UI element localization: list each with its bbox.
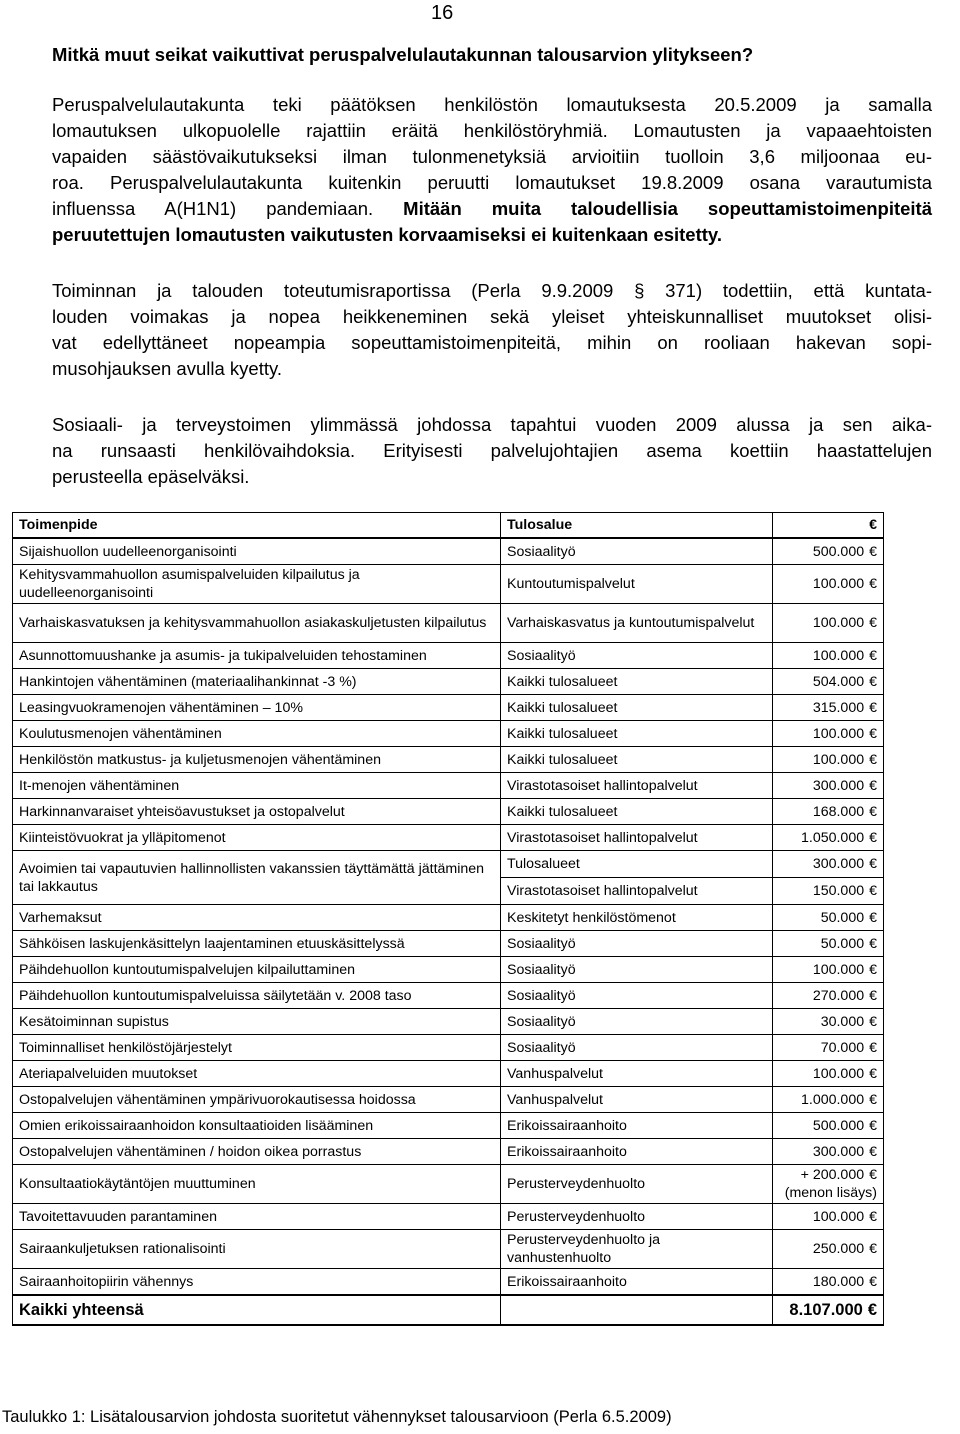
table-row [13,695,884,721]
paragraph-line: roa. Peruspalvelulautakunta kuitenkin peruutti lomautukset 19.8.2009 osana varautumista [52,172,932,193]
amount-value: 300.000 [812,1143,865,1160]
area-line: Virastotasoiset hallintopalvelut [501,877,772,904]
row-area: Perusterveydenhuolto [501,1204,773,1230]
row-action: Koulutusmenojen vähentäminen [13,721,501,747]
amount-value: 300.000 [812,856,865,872]
amount-value: 1.050.000 [800,829,865,846]
row-action: Tavoitettavuuden parantaminen [13,1204,501,1230]
table-row [13,565,884,604]
table-row [13,1230,884,1269]
row-area: Erikoissairaanhoito [501,1139,773,1165]
row-action: Ateriapalveluiden muutokset [13,1061,501,1087]
row-action: Ostopalvelujen vähentäminen ympärivuorokautisessa hoidossa [13,1087,501,1113]
row-amount [773,695,884,721]
row-amount [773,1204,884,1230]
amount-value: 100.000 [812,1208,865,1225]
amount-value: 315.000 [812,699,865,716]
euro-sign: € [869,647,877,664]
row-area: Sosiaalityö [501,1009,773,1035]
table-row [13,1113,884,1139]
euro-sign: € [869,1039,877,1056]
row-amount [773,957,884,983]
row-action: Sähköisen laskujenkäsittelyn laajentaminen etuuskäsittelyssä [13,931,501,957]
row-action: Toiminnalliset henkilöstöjärjestelyt [13,1035,501,1061]
euro-sign: € [869,1208,877,1225]
euro-sign: € [869,725,877,742]
row-action: Kesätoiminnan supistus [13,1009,501,1035]
row-area: Vanhuspalvelut [501,1061,773,1087]
euro-sign: € [869,961,877,978]
amount-value: 100.000 [812,725,865,742]
row-amount [773,1295,884,1325]
row-area: Kaikki tulosalueet [501,695,773,721]
euro-sign: € [869,1143,877,1160]
row-action: Sairaanhoitopiirin vähennys [13,1269,501,1296]
row-amount [773,799,884,825]
row-action: Asunnottomuushanke ja asumis- ja tukipalveluiden tehostaminen [13,643,501,669]
euro-sign: € [869,1273,877,1290]
row-action: Hankintojen vähentäminen (materiaalihankinnat -3 %) [13,669,501,695]
euro-sign: € [869,615,877,631]
paragraph-line [52,196,932,222]
table-row [13,931,884,957]
table-row [13,721,884,747]
row-action: Harkinnanvaraiset yhteisöavustukset ja ostopalvelut [13,799,501,825]
amount-value: 50.000 [820,935,865,952]
row-amount [773,565,884,604]
row-action: Kehitysvammahuollon asumispalveluiden kilpailutus ja uudelleenorganisointi [13,565,501,604]
table-row [13,957,884,983]
amount-value: 100.000 [812,647,865,664]
row-amount [773,538,884,565]
row-area [501,851,773,905]
table-row [13,1061,884,1087]
euro-sign: € [869,803,877,820]
amount-note: (menon lisäys) [784,1185,877,1201]
amount-value: 250.000 [812,1241,865,1257]
euro-sign: € [869,751,877,768]
paragraph-line: Peruspalvelulautakunta teki päätöksen henkilöstön lomautuksesta 20.5.2009 ja samalla [52,94,932,115]
paragraph-line: vat edellyttäneet nopeampia sopeuttamistoimenpiteitä, mihin on rooliaan hakevan sopi- [52,332,932,353]
row-amount [773,1035,884,1061]
total-empty [501,1295,773,1325]
row-amount [773,1087,884,1113]
row-area: Virastotasoiset hallintopalvelut [501,825,773,851]
amount-value: 8.107.000 [789,1301,863,1319]
euro-sign: € [869,987,877,1004]
table-row [13,1204,884,1230]
row-amount [773,1009,884,1035]
row-action: Sairaankuljetuksen rationalisointi [13,1230,501,1269]
row-action: Varhemaksut [13,905,501,931]
paragraph-line: Sosiaali- ja terveystoimen ylimmässä johdossa tapahtui vuoden 2009 alussa ja sen aika- [52,414,932,435]
row-action: Päihdehuollon kuntoutumispalvelujen kilpailuttaminen [13,957,501,983]
paragraph-text: influenssa A(H1N1) pandemiaan. [52,198,374,219]
euro-sign: € [869,909,877,926]
header-area: Tulosalue [501,513,773,539]
euro-sign: € [869,1117,877,1134]
section-heading: Mitkä muut seikat vaikuttivat peruspalvelulautakunnan talousarvion ylitykseen? [52,44,754,65]
row-action: Sijaishuollon uudelleenorganisointi [13,538,501,565]
paragraph-line: na runsaasti henkilövaihdoksia. Erityisesti palvelujohtajien asema koettiin haastattelujen [52,440,932,461]
table-row [13,643,884,669]
euro-sign: € [869,777,877,794]
table-row [13,825,884,851]
paragraph-line: Toiminnan ja talouden toteutumisraportissa (Perla 9.9.2009 § 371) todettiin, että kuntata- [52,280,932,301]
euro-sign: € [869,576,877,592]
amount-value: 30.000 [820,1013,865,1030]
euro-sign: € [869,935,877,952]
header-action: Toimenpide [13,513,501,539]
amount-value: 1.000.000 [800,1091,865,1108]
row-action: Omien erikoissairaanhoidon konsultaatioiden lisääminen [13,1113,501,1139]
euro-sign: € [869,543,877,560]
paragraph-line: louden voimakas ja nopea heikkeneminen sekä yleiset yhteiskunnalliset muutokset olisi- [52,306,932,327]
table-row [13,1035,884,1061]
total-label: Kaikki yhteensä [13,1295,501,1325]
row-area: Perusterveydenhuolto [501,1165,773,1204]
amount-value: 300.000 [812,777,865,794]
table-total-row [13,1295,884,1325]
amount-value: 150.000 [812,883,865,899]
row-amount [773,1139,884,1165]
row-action: Leasingvuokramenojen vähentäminen – 10% [13,695,501,721]
amount-value: 270.000 [812,987,865,1004]
euro-sign: € [869,1065,877,1082]
euro-sign: € [869,1241,877,1257]
paragraph-management [52,412,932,490]
row-area: Varhaiskasvatus ja kuntoutumispalvelut [501,604,773,643]
table-row [13,851,884,905]
euro-sign: € [869,856,877,872]
row-area: Erikoissairaanhoito [501,1113,773,1139]
amount-value: 100.000 [812,751,865,768]
paragraph-layoffs [52,92,932,248]
table-row [13,1087,884,1113]
table-row [13,773,884,799]
table-row [13,983,884,1009]
row-amount [773,851,884,905]
row-amount [773,1230,884,1269]
table-caption: Taulukko 1: Lisätalousarvion johdosta suoritetut vähennykset talousarvioon (Perla 6.5.2009) [2,1408,672,1426]
row-action: Henkilöstön matkustus- ja kuljetusmenojen vähentäminen [13,747,501,773]
amount-line [773,851,883,877]
table-row [13,747,884,773]
amount-value: + 200.000 [800,1167,865,1183]
amount-value: 504.000 [812,673,865,690]
amount-line [773,877,883,904]
amount-value: 70.000 [820,1039,865,1056]
table-row [13,905,884,931]
row-amount [773,721,884,747]
header-currency: € [773,513,884,539]
table-header-row [13,513,884,539]
table-row [13,1165,884,1204]
row-amount [773,1165,884,1204]
paragraph-report [52,278,932,382]
amount-value: 168.000 [812,803,865,820]
table-row [13,799,884,825]
amount-value: 100.000 [812,615,865,631]
table-row [13,1139,884,1165]
amount-value: 100.000 [812,576,865,592]
row-amount [773,773,884,799]
row-action: Varhaiskasvatuksen ja kehitysvammahuollon asiakaskuljetusten kilpailutus [13,604,501,643]
table-row [13,1269,884,1296]
row-area: Kaikki tulosalueet [501,721,773,747]
amount-value: 100.000 [812,1065,865,1082]
row-amount [773,931,884,957]
amount-value: 500.000 [812,543,865,560]
row-action: Konsultaatiokäytäntöjen muuttuminen [13,1165,501,1204]
table-row [13,538,884,565]
table-row [13,1009,884,1035]
row-area: Sosiaalityö [501,1035,773,1061]
euro-sign: € [869,1167,877,1183]
euro-sign: € [869,883,877,899]
row-area: Sosiaalityö [501,931,773,957]
reductions-table [12,512,884,1326]
row-area: Vanhuspalvelut [501,1087,773,1113]
row-amount [773,669,884,695]
paragraph-bold-text: Mitään muita taloudellisia sopeuttamistoimenpiteitä [403,198,933,219]
area-line: Tulosalueet [507,856,580,872]
euro-sign: € [869,673,877,690]
table-row [13,604,884,643]
row-action: Päihdehuollon kuntoutumispalveluissa säilytetään v. 2008 taso [13,983,501,1009]
row-area: Sosiaalityö [501,957,773,983]
euro-sign: € [869,699,877,716]
row-area: Kaikki tulosalueet [501,669,773,695]
euro-sign: € [869,1091,877,1108]
amount-value: 50.000 [820,909,865,926]
amount-value: 100.000 [812,961,865,978]
paragraph-bold-line: peruutettujen lomautusten vaikutusten korvaamiseksi ei kuitenkaan esitetty. [52,224,722,245]
row-area: Kuntoutumispalvelut [501,565,773,604]
row-amount [773,1061,884,1087]
row-amount [773,983,884,1009]
row-action: Avoimien tai vapautuvien hallinnollisten vakanssien täyttämättä jättäminen tai lakkautus [13,851,501,905]
page-number: 16 [431,2,454,24]
euro-sign: € [869,1013,877,1030]
row-action: It-menojen vähentäminen [13,773,501,799]
row-amount [773,604,884,643]
row-area: Sosiaalityö [501,538,773,565]
paragraph-line: vapaiden säästövaikutukseksi ilman tulonmenetyksiä arvioitiin tuolloin 3,6 miljoonaa eu- [52,146,932,167]
amount-value: 180.000 [812,1273,865,1290]
row-amount [773,825,884,851]
amount-value: 500.000 [812,1117,865,1134]
paragraph-line: musohjauksen avulla kyetty. [52,358,282,379]
table-row [13,669,884,695]
row-area: Sosiaalityö [501,643,773,669]
row-area: Kaikki tulosalueet [501,747,773,773]
row-area: Kaikki tulosalueet [501,799,773,825]
row-area: Erikoissairaanhoito [501,1269,773,1296]
paragraph-line: lomautuksen ulkopuolelle rajattiin eräitä henkilöstöryhmiä. Lomautusten ja vapaaehtoisten [52,120,932,141]
row-area: Keskitetyt henkilöstömenot [501,905,773,931]
row-amount [773,747,884,773]
euro-sign: € [869,829,877,846]
row-area: Virastotasoiset hallintopalvelut [501,773,773,799]
row-action: Ostopalvelujen vähentäminen / hoidon oikea porrastus [13,1139,501,1165]
row-action: Kiinteistövuokrat ja ylläpitomenot [13,825,501,851]
row-area: Perusterveydenhuolto ja vanhustenhuolto [501,1230,773,1269]
row-amount [773,1113,884,1139]
row-amount [773,1269,884,1296]
paragraph-line: perusteella epäselväksi. [52,466,250,487]
row-area: Sosiaalityö [501,983,773,1009]
row-amount [773,905,884,931]
euro-sign: € [867,1301,877,1319]
row-amount [773,643,884,669]
